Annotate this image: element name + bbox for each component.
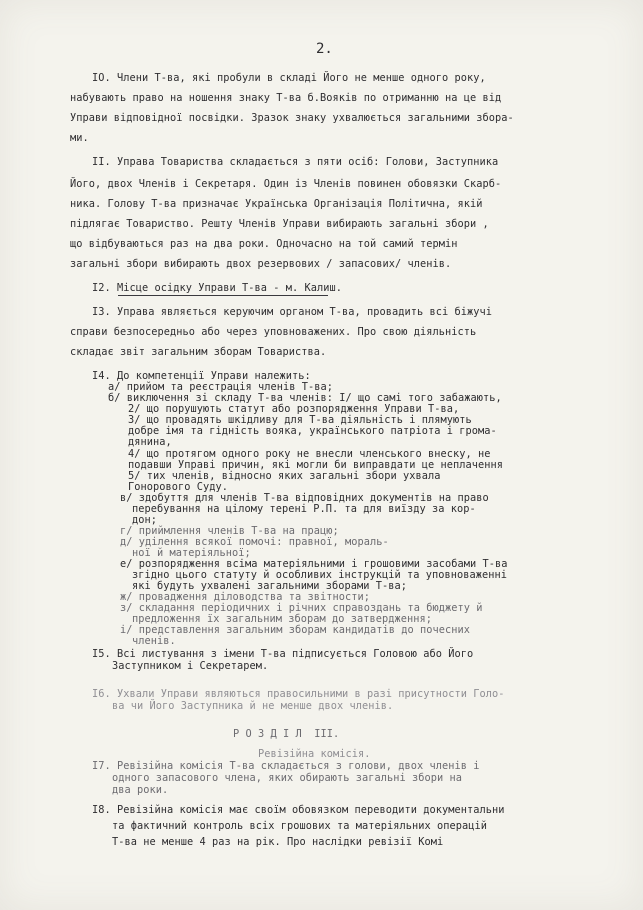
list-subitem: 2/ що порушують статут або розпорядження Управи Т-ва, — [128, 403, 460, 415]
list-item: д/ уділення всякої помочі: правної, мораль- — [120, 536, 389, 548]
list-item: згідно цього статуту й особливих інструкцій та уповноваженні — [132, 569, 507, 581]
list-item: г/ приймлення членів Т-ва на працю; — [120, 525, 339, 537]
text-line: I4. До компетенції Управи належить: — [92, 370, 311, 382]
text-line: та фактичний контроль всіх грошових та матеріяльних операцій — [112, 820, 487, 832]
list-item: дон; — [132, 514, 157, 526]
text-line: Його, двох Членів і Секретаря. Один із Членів повинен обовязки Скарб- — [70, 178, 502, 190]
list-item: перебування на цілому терені Р.П. та для виїзду за кор- — [132, 503, 476, 515]
list-subitem: 3/ що провадять шкідливу для Т-ва діяльність і плямують — [128, 414, 472, 426]
section-heading: Р О З Д І Л ІІІ. — [233, 728, 340, 740]
list-subitem: 4/ що протягом одного року не внесли членського внеску, не — [128, 448, 491, 460]
text-line: Управи відповідної посвідки. Зразок знаку ухвалюється загальними збора- — [70, 112, 514, 124]
list-subitem: дянина, — [128, 436, 172, 448]
list-item: ж/ провадження діловодства та звітности; — [120, 591, 370, 603]
text-line: I8. Ревізійна комісія має своїм обовязком переводити документальни — [92, 804, 505, 816]
text-line: ника. Голову Т-ва призначає Українська Організація Політична, якій — [70, 198, 483, 210]
list-item: а/ прийом та реєстрація членів Т-ва; — [108, 381, 333, 393]
list-subitem: подавши Управі причин, які могли би виправдати це неплачення — [128, 459, 503, 471]
list-item: які будуть ухвалені загальними зборами Т-ва; — [132, 580, 407, 592]
text-line: підлягає Товариство. Решту Членів Управи вибирають загальні збори , — [70, 218, 489, 230]
text-line: справи безпосередньо або через уповноважених. Про свою діяльність — [70, 326, 477, 338]
text-line: I5. Всі листування з імени Т-ва підписується Головою або Його — [92, 648, 474, 660]
list-item: з/ складання періодичних і річних справоздань та бюджету й — [120, 602, 483, 614]
text-line-underlined: I2. Місце осідку Управи Т-ва - м. Калиш. — [92, 282, 342, 294]
text-line: I7. Ревізійна комісія Т-ва складається з голови, двох членів і — [92, 760, 480, 772]
list-subitem: 5/ тих членів, відносно яких загальні збори ухвала — [128, 470, 441, 482]
underline — [118, 295, 328, 296]
text-line: набувають право на ношення знаку Т-ва б.Вояків по отриманню на це від — [70, 92, 502, 104]
list-item: б/ виключення зі складу Т-ва членів: I/ що самі того забажають, — [108, 392, 502, 404]
list-subitem: Гонорового Суду. — [128, 481, 228, 493]
text-line: Заступником і Секретарем. — [112, 660, 269, 672]
list-item: в/ здобуття для членів Т-ва відповідних документів на право — [120, 492, 489, 504]
text-line: Т-ва не менше 4 раз на рік. Про наслідки ревізії Комі — [112, 836, 444, 848]
text-line: одного запасового члена, яких обирають загальні збори на — [112, 772, 462, 784]
text-line: I3. Управа являється керуючим органом Т-ва, провадить всі біжучі — [92, 306, 492, 318]
section-subheading: Ревізійна комісія. — [258, 748, 371, 760]
list-item: членів. — [132, 635, 176, 647]
text-line: ми. — [70, 132, 89, 144]
text-line: II. Управа Товариства складається з пяти осіб: Голови, Заступника — [92, 156, 499, 168]
text-line: ва чи Його Заступника й не менше двох членів. — [112, 700, 394, 712]
text-line: складає звіт загальним зборам Товариства. — [70, 346, 327, 358]
list-item: предложення їх загальним зборам до затвердження; — [132, 613, 432, 625]
page-number: 2. — [316, 41, 333, 57]
list-subitem: добре імя та гідність вояка, українського патріота і грома- — [128, 425, 497, 437]
text-line: I6. Ухвали Управи являються правосильними в разі присутности Голо- — [92, 688, 505, 700]
list-item: ної й матеріяльної; — [132, 547, 251, 559]
text-line: що відбуваються раз на два роки. Одночасно на той самий термін — [70, 238, 458, 250]
list-item: і/ представлення загальним зборам кандидатів до почесних — [120, 624, 470, 636]
text-line: IO. Члени Т-ва, які пробули в складі Його не менше одного року, — [92, 72, 486, 84]
list-item: е/ розпорядження всіма матеріяльними і грошовими засобами Т-ва — [120, 558, 508, 570]
text-line: два роки. — [112, 784, 169, 796]
text-line: загальні збори вибирають двох резервових / запасових/ членів. — [70, 258, 452, 270]
